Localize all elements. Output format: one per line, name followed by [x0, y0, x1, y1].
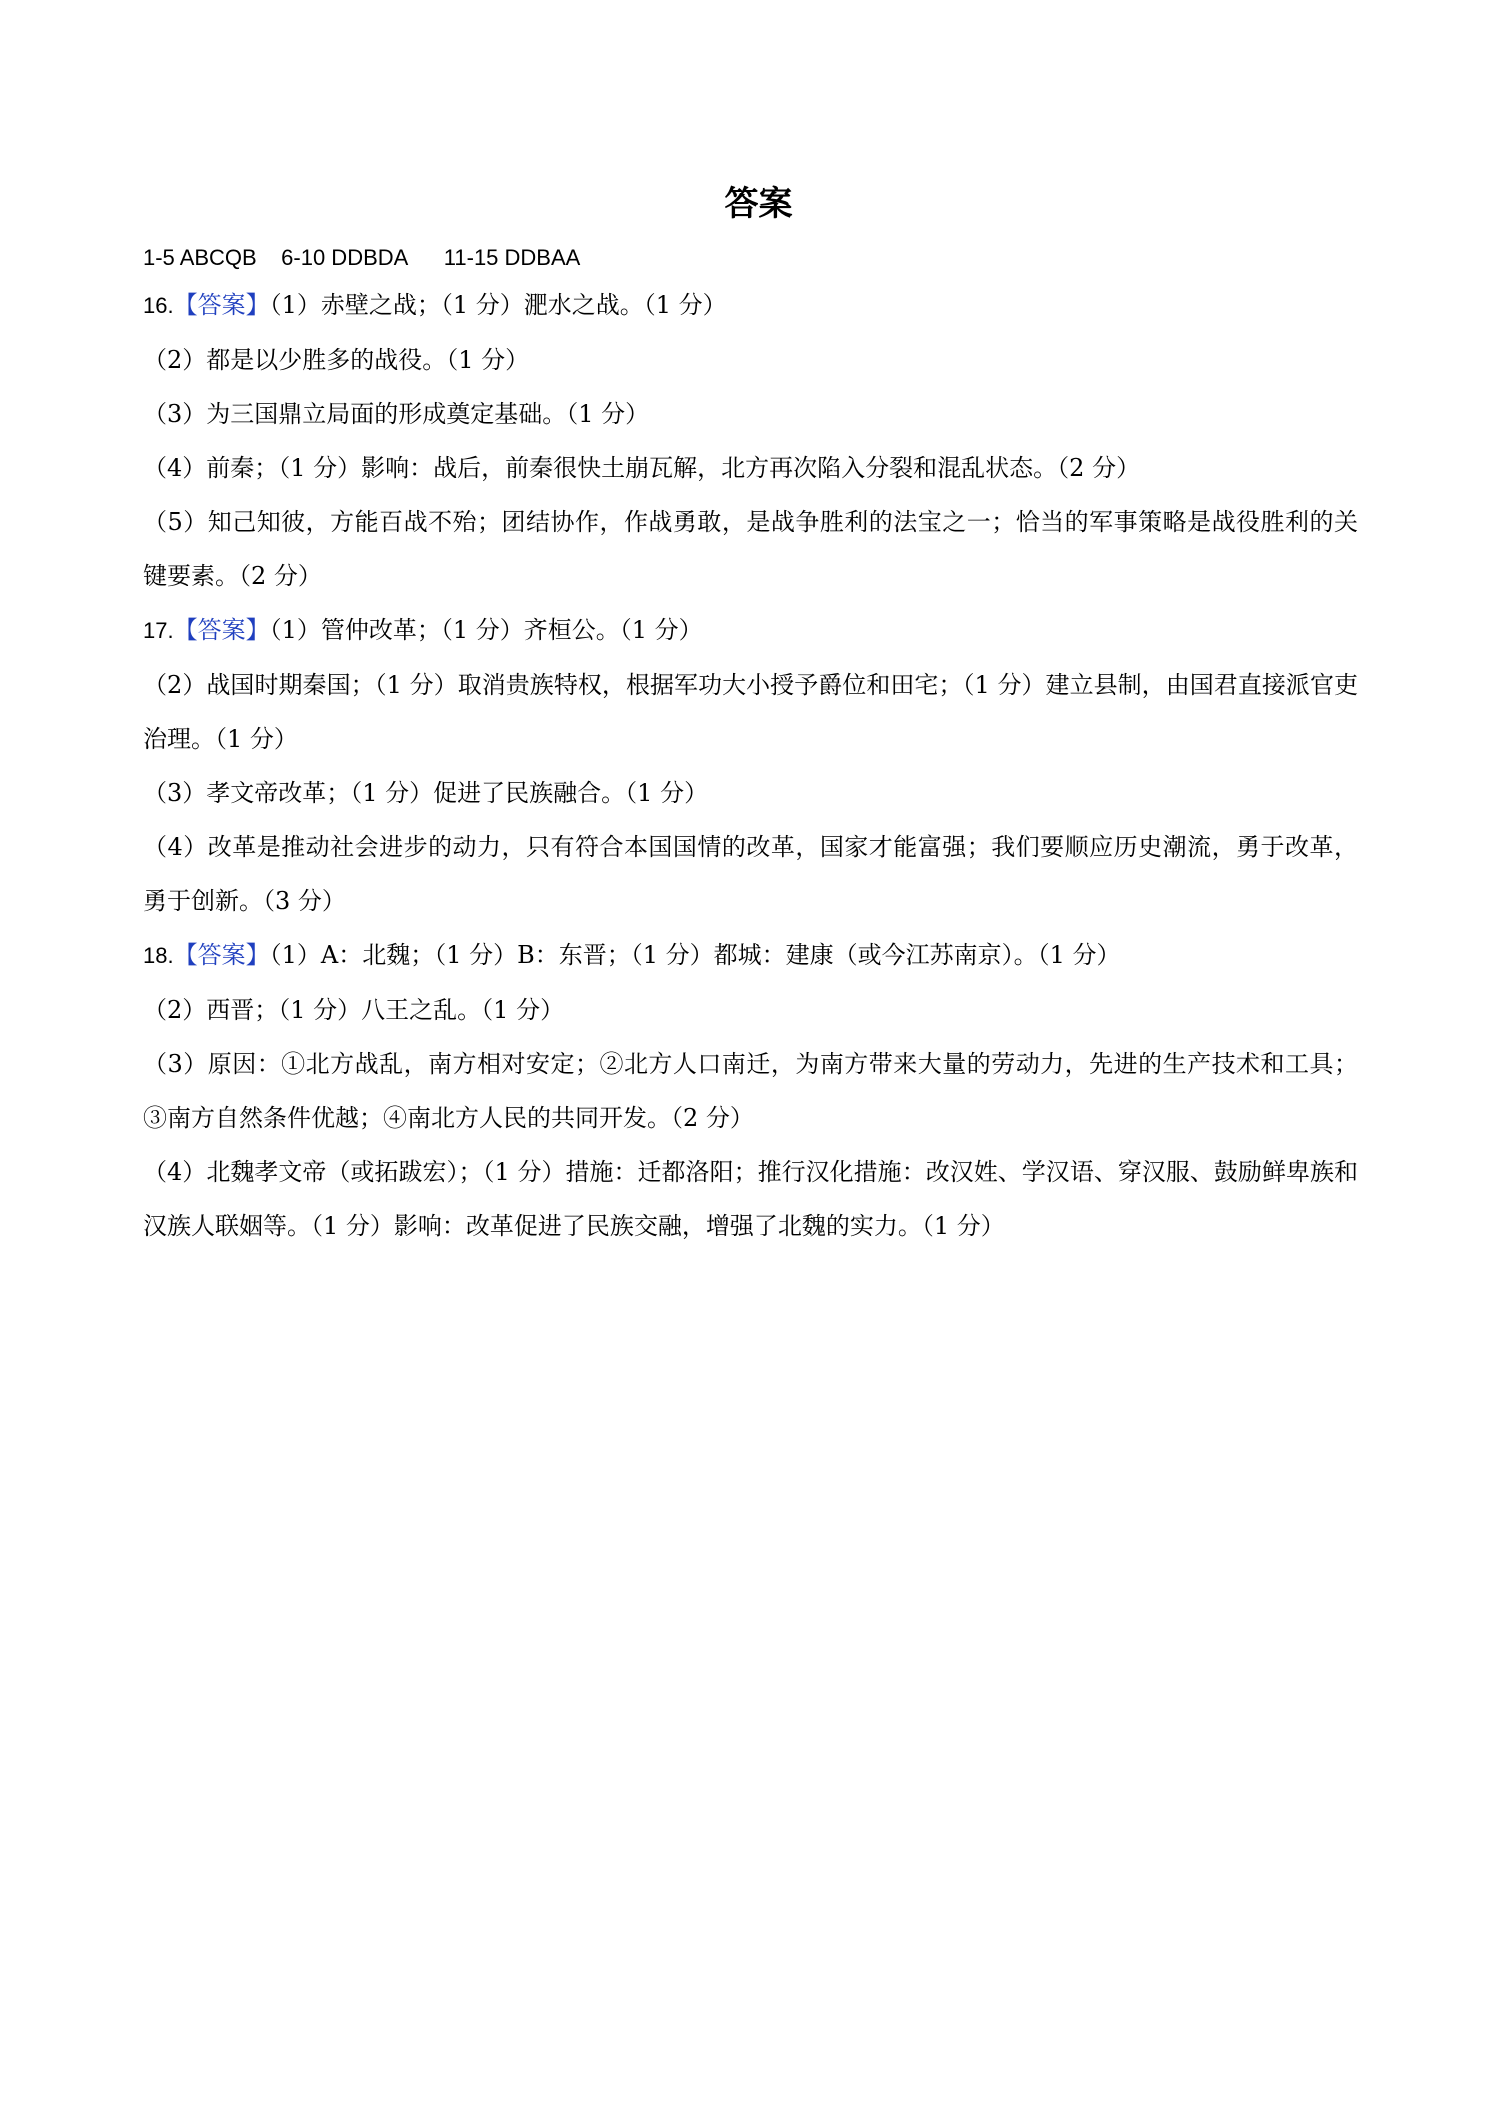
question-18-line-3: （3）原因：①北方战乱，南方相对安定；②北方人口南迁，为南方带来大量的劳动力，先进的生产技术和工具；③南方自然条件优越；④南北方人民的共同开发。（2 分）	[143, 1050, 1358, 1132]
question-18-line-4: （4）北魏孝文帝（或拓跋宏）；（1 分）措施：迁都洛阳；推行汉化措施：改汉姓、学汉语、穿汉服、鼓励鲜卑族和汉族人联姻等。（1 分）影响：改革促进了民族交融，增强了北魏的实力。（1 分）	[143, 1158, 1358, 1240]
question-16-line-3: （3）为三国鼎立局面的形成奠定基础。（1 分）	[143, 400, 650, 428]
answer-tag: 【答案】	[173, 941, 270, 969]
page-title: 答案	[724, 184, 793, 224]
answer-tag: 【答案】	[173, 616, 270, 644]
question-number: 16.	[143, 293, 174, 318]
question-17-line-3: （3）孝文帝改革；（1 分）促进了民族融合。（1 分）	[143, 779, 709, 807]
question-18-line-2: （2）西晋；（1 分）八王之乱。（1 分）	[143, 996, 565, 1024]
answer-tag: 【答案】	[173, 291, 270, 319]
question-17-line-4: （4）改革是推动社会进步的动力，只有符合本国国情的改革，国家才能富强；我们要顺应历史潮流，勇于改革，勇于创新。（3 分）	[143, 833, 1358, 915]
question-16-line-1	[143, 278, 1358, 333]
answer-text: （1）赤壁之战；（1 分）淝水之战。（1 分）	[269, 291, 727, 319]
answer-text: （1）A：北魏；（1 分）B：东晋；（1 分）都城：建康（或今江苏南京）。（1 分）	[269, 941, 1121, 969]
question-16-line-2: （2）都是以少胜多的战役。（1 分）	[143, 346, 530, 374]
answer-document	[143, 180, 1358, 1253]
question-number: 18.	[143, 943, 174, 968]
multiple-choice-answers: 1-5 ABCQB 6-10 DDBDA 11-15 DDBAA	[143, 245, 581, 270]
question-16-line-4: （4）前秦；（1 分）影响：战后，前秦很快土崩瓦解，北方再次陷入分裂和混乱状态。（2 分）	[143, 454, 1141, 482]
question-17	[143, 603, 1358, 928]
question-16-line-5: （5）知己知彼，方能百战不殆；团结协作，作战勇敢，是战争胜利的法宝之一；恰当的军事策略是战役胜利的关键要素。（2 分）	[143, 508, 1358, 590]
question-16	[143, 278, 1358, 603]
question-18-line-1	[143, 928, 1358, 983]
question-18	[143, 928, 1358, 1253]
question-number: 17.	[143, 618, 174, 643]
question-17-line-2: （2）战国时期秦国；（1 分）取消贵族特权，根据军功大小授予爵位和田宅；（1 分）建立县制，由国君直接派官吏治理。（1 分）	[143, 671, 1358, 753]
question-17-line-1	[143, 603, 1358, 658]
answer-text: （1）管仲改革；（1 分）齐桓公。（1 分）	[269, 616, 703, 644]
